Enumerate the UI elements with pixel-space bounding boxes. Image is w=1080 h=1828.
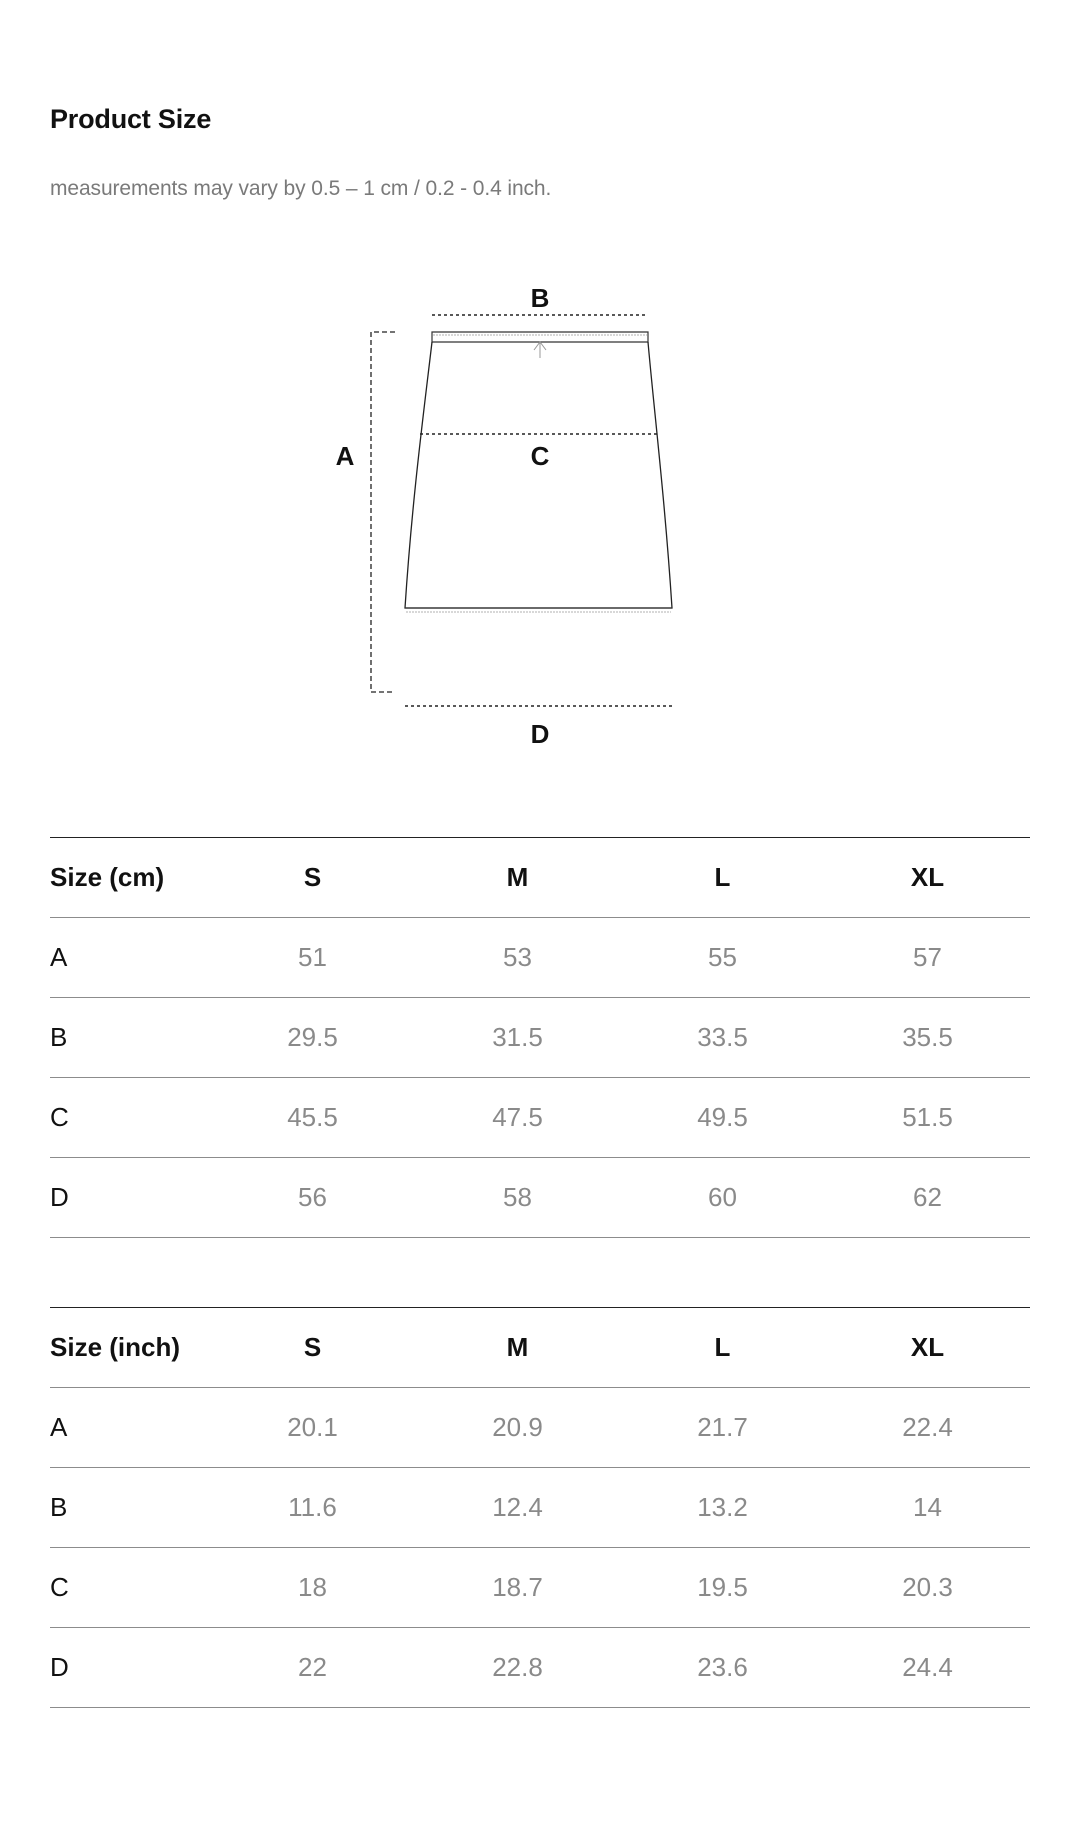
table-cell: 60 [620, 1158, 825, 1238]
column-header-m: M [415, 838, 620, 918]
table-row [50, 1388, 1030, 1468]
table-cell: 11.6 [210, 1468, 415, 1548]
table-cell: 56 [210, 1158, 415, 1238]
page-title: Product Size [50, 104, 212, 134]
table-cell: 20.3 [825, 1548, 1030, 1628]
row-label: B [50, 1468, 210, 1548]
table-cell: 22 [210, 1628, 415, 1708]
table-cell: 53 [415, 918, 620, 998]
column-header-l: L [620, 838, 825, 918]
table-cell: 58 [415, 1158, 620, 1238]
table-cell: 24.4 [825, 1628, 1030, 1708]
table-row [50, 1548, 1030, 1628]
dimension-label-c: C [530, 441, 550, 471]
dimension-label-b: B [530, 283, 550, 313]
table-cell: 14 [825, 1468, 1030, 1548]
column-header-xl: XL [825, 838, 1030, 918]
row-label: A [50, 1388, 210, 1468]
size-table-inch [50, 1307, 1030, 1708]
table-cell: 31.5 [415, 998, 620, 1078]
table-cell: 22.8 [415, 1628, 620, 1708]
table-cell: 45.5 [210, 1078, 415, 1158]
table-cell: 20.9 [415, 1388, 620, 1468]
table-cell: 23.6 [620, 1628, 825, 1708]
table-cell: 13.2 [620, 1468, 825, 1548]
skirt-body [405, 342, 672, 608]
table-cell: 18 [210, 1548, 415, 1628]
dimension-line-a [371, 332, 395, 692]
table-cell: 22.4 [825, 1388, 1030, 1468]
table-cell: 55 [620, 918, 825, 998]
column-header-s: S [210, 1308, 415, 1388]
table-cell: 51.5 [825, 1078, 1030, 1158]
table-cell: 62 [825, 1158, 1030, 1238]
column-header-size: Size (cm) [50, 838, 210, 918]
column-header-s: S [210, 838, 415, 918]
table-cell: 12.4 [415, 1468, 620, 1548]
table-row [50, 1468, 1030, 1548]
table-row [50, 998, 1030, 1078]
skirt-measurement-diagram [320, 270, 720, 750]
size-table-cm [50, 837, 1030, 1238]
skirt-waistband [432, 332, 648, 342]
table-row [50, 918, 1030, 998]
row-label: B [50, 998, 210, 1078]
dimension-label-a: A [335, 441, 355, 471]
row-label: C [50, 1548, 210, 1628]
table-row [50, 1628, 1030, 1708]
column-header-l: L [620, 1308, 825, 1388]
measurement-note: measurements may vary by 0.5 – 1 cm / 0.2 - 0.4 inch. [50, 177, 552, 200]
table-cell: 18.7 [415, 1548, 620, 1628]
table-cell: 35.5 [825, 998, 1030, 1078]
table-cell: 51 [210, 918, 415, 998]
column-header-m: M [415, 1308, 620, 1388]
column-header-xl: XL [825, 1308, 1030, 1388]
table-cell: 19.5 [620, 1548, 825, 1628]
table-cell: 29.5 [210, 998, 415, 1078]
table-cell: 49.5 [620, 1078, 825, 1158]
table-cell: 33.5 [620, 998, 825, 1078]
table-cell: 21.7 [620, 1388, 825, 1468]
table-header-row [50, 1308, 1030, 1388]
table-cell: 47.5 [415, 1078, 620, 1158]
dimension-label-d: D [530, 719, 550, 749]
table-row [50, 1078, 1030, 1158]
table-cell: 20.1 [210, 1388, 415, 1468]
table-cell: 57 [825, 918, 1030, 998]
column-header-size: Size (inch) [50, 1308, 210, 1388]
row-label: D [50, 1628, 210, 1708]
table-row [50, 1158, 1030, 1238]
row-label: A [50, 918, 210, 998]
table-header-row [50, 838, 1030, 918]
row-label: C [50, 1078, 210, 1158]
row-label: D [50, 1158, 210, 1238]
